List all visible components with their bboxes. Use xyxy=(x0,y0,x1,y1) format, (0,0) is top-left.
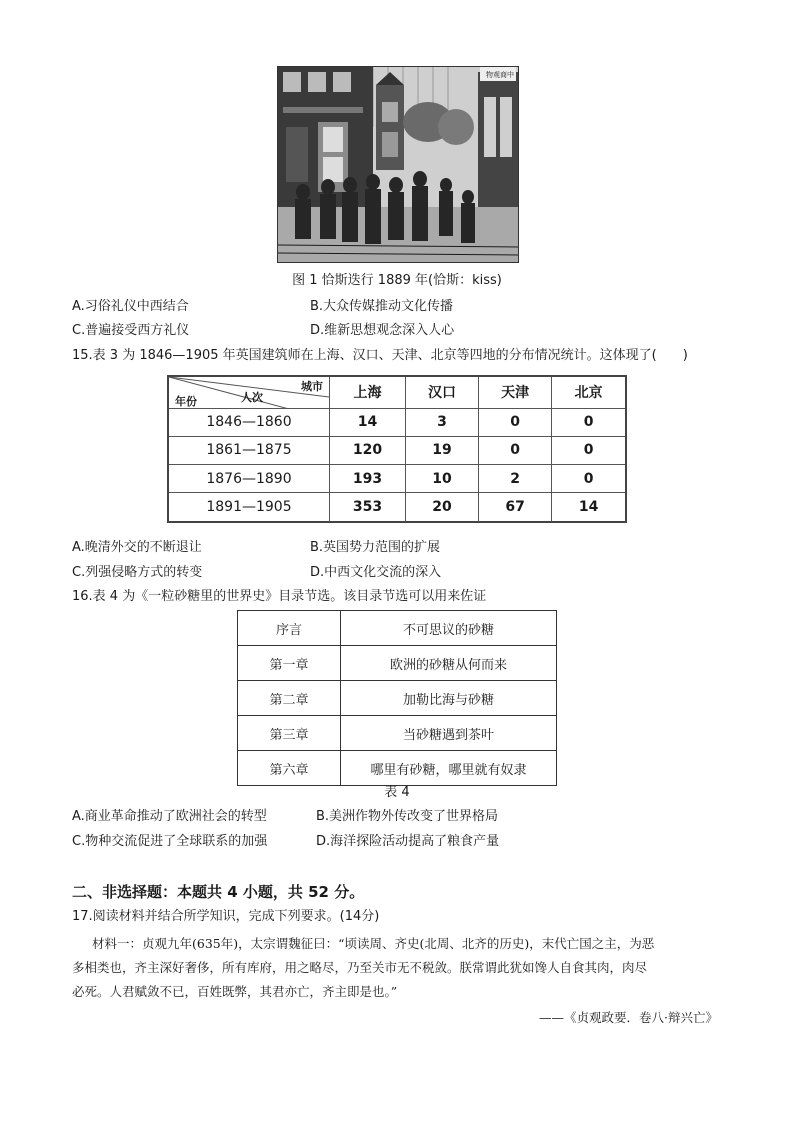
q14-option-b[interactable]: B.大众传媒推动文化传播 xyxy=(310,299,454,314)
header-city: 城市 xyxy=(301,380,323,393)
value-cell: 0 xyxy=(479,408,552,436)
title-cell: 欧洲的砂糖从何而来 xyxy=(341,646,557,681)
q16-option-d[interactable]: D.海洋探险活动提高了粮食产量 xyxy=(316,834,500,849)
period-cell: 1846—1860 xyxy=(168,408,330,436)
material-source: ——《贞观政要．卷八·辩兴亡》 xyxy=(539,1010,718,1025)
value-cell: 20 xyxy=(406,493,479,522)
table-row xyxy=(238,681,557,716)
value-cell: 0 xyxy=(552,465,626,493)
table-4 xyxy=(237,610,557,786)
value-cell: 120 xyxy=(330,436,406,464)
title-cell: 哪里有砂糖，哪里就有奴隶 xyxy=(341,751,557,786)
title-cell: 不可思议的砂糖 xyxy=(341,611,557,646)
table-3-diagonal-header xyxy=(168,376,330,408)
table-row xyxy=(238,646,557,681)
street-scene-image xyxy=(278,67,518,262)
header-year: 年份 xyxy=(175,395,197,408)
table-row xyxy=(168,465,626,493)
header-count: 人次 xyxy=(241,391,263,404)
value-cell: 3 xyxy=(406,408,479,436)
period-cell: 1891—1905 xyxy=(168,493,330,522)
chapter-cell: 第三章 xyxy=(238,716,341,751)
table-3 xyxy=(167,375,627,523)
chapter-cell: 第二章 xyxy=(238,681,341,716)
q14-option-d[interactable]: D.维新思想观念深入人心 xyxy=(310,323,455,338)
table-row xyxy=(168,436,626,464)
material-line-3: 必死。人君赋敛不已，百姓既弊，其君亦亡，齐主即是也。” xyxy=(72,984,398,999)
value-cell: 0 xyxy=(552,408,626,436)
value-cell: 67 xyxy=(479,493,552,522)
figure-sign-text: 物观商中 xyxy=(486,71,514,79)
q14-option-a[interactable]: A.习俗礼仪中西结合 xyxy=(72,299,189,314)
period-cell: 1876—1890 xyxy=(168,465,330,493)
col-shanghai: 上海 xyxy=(330,376,406,408)
q15-option-c[interactable]: C.列强侵略方式的转变 xyxy=(72,565,203,580)
col-tianjin: 天津 xyxy=(479,376,552,408)
col-beijing: 北京 xyxy=(552,376,626,408)
value-cell: 10 xyxy=(406,465,479,493)
q15-option-d[interactable]: D.中西文化交流的深入 xyxy=(310,565,442,580)
table-row xyxy=(238,716,557,751)
table-row xyxy=(168,408,626,436)
chapter-cell: 第六章 xyxy=(238,751,341,786)
table-row xyxy=(238,611,557,646)
title-cell: 加勒比海与砂糖 xyxy=(341,681,557,716)
table-row xyxy=(238,751,557,786)
chapter-cell: 序言 xyxy=(238,611,341,646)
value-cell: 14 xyxy=(552,493,626,522)
q16-stem: 16.表 4 为《一粒砂糖里的世界史》目录节选。该目录节选可以用来佐证 xyxy=(72,589,487,604)
q16-option-b[interactable]: B.美洲作物外传改变了世界格局 xyxy=(316,809,499,824)
q15-option-a[interactable]: A.晚清外交的不断退让 xyxy=(72,540,202,555)
table-4-caption: 表 4 xyxy=(384,785,410,800)
value-cell: 0 xyxy=(552,436,626,464)
value-cell: 19 xyxy=(406,436,479,464)
q16-option-c[interactable]: C.物种交流促进了全球联系的加强 xyxy=(72,834,268,849)
section-2-title: 二、非选择题：本题共 4 小题，共 52 分。 xyxy=(72,883,365,901)
table-row xyxy=(168,493,626,522)
value-cell: 2 xyxy=(479,465,552,493)
value-cell: 14 xyxy=(330,408,406,436)
q15-stem: 15.表 3 为 1846—1905 年英国建筑师在上海、汉口、天津、北京等四地的分布情况统计。这体现了( ) xyxy=(72,348,688,363)
q17-stem: 17.阅读材料并结合所学知识，完成下列要求。(14分) xyxy=(72,909,380,924)
q15-option-b[interactable]: B.英国势力范围的扩展 xyxy=(310,540,441,555)
value-cell: 0 xyxy=(479,436,552,464)
figure-illustration xyxy=(277,66,519,263)
chapter-cell: 第一章 xyxy=(238,646,341,681)
period-cell: 1861—1875 xyxy=(168,436,330,464)
value-cell: 353 xyxy=(330,493,406,522)
material-line-1: 材料一：贞观九年(635年)，太宗谓魏征曰：“顷读周、齐史(北周、北齐的历史)，末代亡国之主，为恶 xyxy=(92,936,655,951)
value-cell: 193 xyxy=(330,465,406,493)
title-cell: 当砂糖遇到茶叶 xyxy=(341,716,557,751)
col-hankou: 汉口 xyxy=(406,376,479,408)
q16-option-a[interactable]: A.商业革命推动了欧洲社会的转型 xyxy=(72,809,267,824)
q14-option-c[interactable]: C.普遍接受西方礼仪 xyxy=(72,323,190,338)
figure-caption: 图 1 恰斯迭行 1889 年(恰斯：kiss) xyxy=(292,273,502,288)
material-line-2: 多相类也，齐主深好奢侈，所有库府，用之略尽，乃至关市无不税敛。朕常谓此犹如馋人自食其肉，肉尽 xyxy=(72,960,648,975)
